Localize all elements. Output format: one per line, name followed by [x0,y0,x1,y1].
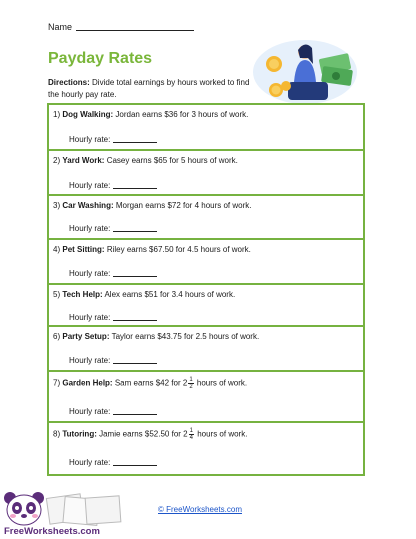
hourly-rate-label: Hourly rate: [69,181,111,190]
hourly-rate-7 [69,407,157,416]
hourly-rate-label: Hourly rate: [69,313,111,322]
problem-number: 1) [53,110,61,119]
hourly-rate-2 [69,181,157,190]
answer-blank [113,231,157,232]
answer-blank [113,363,157,364]
answer-blank [113,276,157,277]
answer-blank [113,142,157,143]
problem-number: 3) [53,201,61,210]
hourly-rate-1 [69,135,157,144]
name-row [48,22,194,32]
hourly-rate-label: Hourly rate: [69,458,111,467]
problem-label: Yard Work: [62,156,105,165]
problem-number: 7) [53,378,61,388]
fraction [188,377,193,390]
fraction-denominator: 4 [189,435,193,441]
problem-number: 5) [53,290,61,299]
name-label: Name [48,22,73,32]
logo-text: FreeWorksheets.com [4,526,100,537]
problem-label: Pet Sitting: [62,245,105,254]
problem-2 [49,151,363,196]
hourly-rate-4 [69,269,157,278]
problem-body: Jordan earns $36 for 3 hours of work. [115,110,249,119]
problem-body: Casey earns $65 for 5 hours of work. [106,156,238,165]
freeworksheets-link[interactable]: © FreeWorksheets.com [158,505,242,514]
hourly-rate-3 [69,224,157,233]
problem-body: Riley earns $67.50 for 4.5 hours of work. [106,245,251,254]
problem-body-end: hours of work. [197,429,248,439]
fraction-numerator: 1 [189,377,193,383]
answer-blank [113,320,157,321]
hourly-rate-8 [69,458,157,467]
woman-with-money-illustration [250,38,360,106]
problem-8 [49,423,363,474]
problem-5-text [53,290,235,299]
hourly-rate-6 [69,356,157,365]
name-line [76,30,194,31]
problem-body: Morgan earns $72 for 4 hours of work. [115,201,252,210]
hourly-rate-label: Hourly rate: [69,224,111,233]
problem-3 [49,196,363,240]
fraction-denominator: 2 [189,384,193,390]
problem-6 [49,327,363,372]
answer-blank [113,188,157,189]
directions-label: Directions: [48,78,90,87]
problem-5 [49,285,363,327]
answer-blank [113,465,157,466]
problem-number: 2) [53,156,61,165]
hourly-rate-label: Hourly rate: [69,135,111,144]
problem-number: 6) [53,332,61,341]
problem-label: Dog Walking: [62,110,114,119]
problem-4 [49,240,363,285]
fraction [189,428,194,441]
hourly-rate-label: Hourly rate: [69,356,111,365]
directions [48,77,258,101]
problem-3-text [53,201,251,210]
problem-1 [49,105,363,151]
answer-blank [113,414,157,415]
page-title: Payday Rates [48,50,153,67]
fraction-numerator: 1 [189,428,193,434]
problem-4-text [53,245,251,254]
problem-body: Jamie earns $52.50 for 2 [99,429,188,439]
problem-7-text [53,377,247,390]
hourly-rate-label: Hourly rate: [69,269,111,278]
problem-body-end: hours of work. [196,378,248,388]
problem-body: Sam earns $42 for 2 [114,378,188,388]
problem-label: Tech Help: [62,290,103,299]
hourly-rate-5 [69,313,157,322]
hourly-rate-label: Hourly rate: [69,407,111,416]
problem-label: Tutoring: [62,429,97,439]
problem-body: Alex earns $51 for 3.4 hours of work. [104,290,236,299]
problem-body: Taylor earns $43.75 for 2.5 hours of work. [111,332,260,341]
problem-label: Car Washing: [62,201,114,210]
directions-text: Divide total earnings by hours worked to find the hourly pay rate. [48,78,250,99]
problem-1-text [53,110,248,119]
problem-2-text [53,156,238,165]
problem-7 [49,372,363,423]
problem-6-text [53,332,259,341]
problem-number: 4) [53,245,61,254]
problem-label: Garden Help: [62,378,113,388]
problem-label: Party Setup: [62,332,110,341]
problem-8-text [53,428,247,441]
problem-number: 8) [53,429,61,439]
freeworksheets-logo [0,488,130,539]
problems-box [47,103,365,476]
